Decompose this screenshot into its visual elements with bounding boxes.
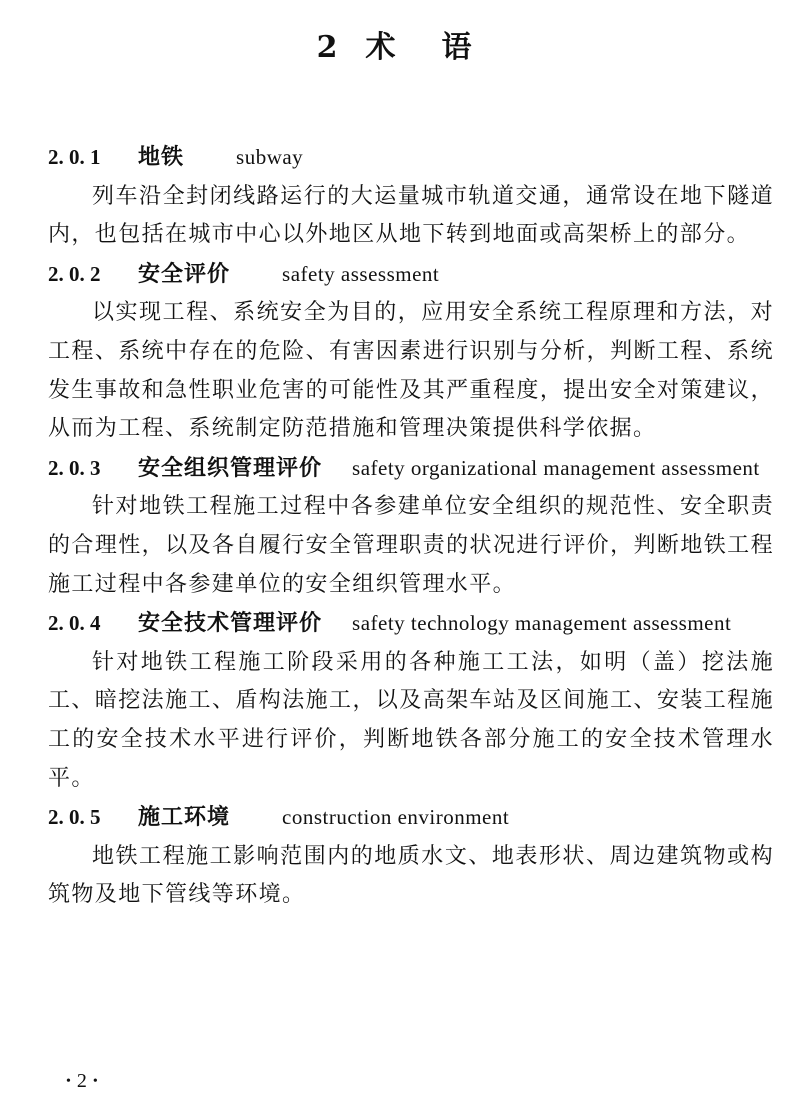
term-number: 2. 0. 3: [48, 455, 101, 480]
chapter-title-char-1: 术: [365, 30, 398, 65]
term-heading: [48, 255, 774, 295]
term-chinese: 安全技术管理评价: [138, 610, 323, 637]
term-chinese: 施工环境: [138, 804, 231, 831]
term-number: 2. 0. 2: [48, 261, 101, 286]
term-entry: [48, 138, 774, 255]
page-number-dot-right: •: [92, 1074, 98, 1090]
term-number: 2. 0. 5: [48, 805, 101, 830]
terms-list: [48, 138, 774, 915]
term-heading: [48, 604, 774, 644]
chapter-number: 2: [316, 30, 340, 65]
term-english: construction environment: [282, 805, 510, 830]
chapter-title: [0, 22, 790, 66]
term-entry: [48, 798, 774, 915]
term-heading: [48, 449, 774, 489]
page-number: [60, 1070, 104, 1093]
term-heading: [48, 138, 774, 178]
chapter-title-char-2: 语: [441, 30, 474, 65]
term-definition: 针对地铁工程施工阶段采用的各种施工工法，如明（盖）挖法施工、暗挖法施工、盾构法施工，以及高架车站及区间施工、安装工程施工的安全技术水平进行评价，判断地铁各部分施工的安全技术管理水平。: [48, 649, 774, 791]
term-entry: [48, 449, 774, 604]
term-definition: 列车沿全封闭线路运行的大运量城市轨道交通，通常设在地下隧道内，也包括在城市中心以外地区从地下转到地面或高架桥上的部分。: [48, 183, 774, 248]
term-chinese: 安全评价: [138, 260, 231, 287]
term-chinese: 安全组织管理评价: [138, 454, 323, 481]
term-entry: [48, 255, 774, 449]
term-number: 2. 0. 1: [48, 145, 101, 169]
term-entry: [48, 604, 774, 798]
term-english: safety assessment: [282, 261, 440, 286]
term-definition: 地铁工程施工影响范围内的地质水文、地表形状、周边建筑物或构筑物及地下管线等环境。: [48, 843, 774, 908]
term-number: 2. 0. 4: [48, 611, 101, 636]
page-number-dot-left: •: [66, 1074, 71, 1090]
term-english: subway: [236, 145, 304, 169]
term-chinese: 地铁: [138, 144, 185, 170]
term-heading: [48, 798, 774, 838]
page-number-value: 2: [76, 1070, 87, 1092]
term-definition: 针对地铁工程施工过程中各参建单位安全组织的规范性、安全职责的合理性，以及各自履行安全管理职责的状况进行评价，判断地铁工程施工过程中各参建单位的安全组织管理水平。: [48, 494, 774, 597]
term-definition: 以实现工程、系统安全为目的，应用安全系统工程原理和方法，对工程、系统中存在的危险、有害因素进行识别与分析，判断工程、系统发生事故和急性职业危害的可能性及其严重程度，提出安全对策建议，从而为工程、系统制定防范措施和管理决策提供科学依据。: [48, 300, 774, 442]
term-english: safety organizational management assessment: [352, 455, 760, 480]
term-english: safety technology management assessment: [352, 611, 732, 636]
